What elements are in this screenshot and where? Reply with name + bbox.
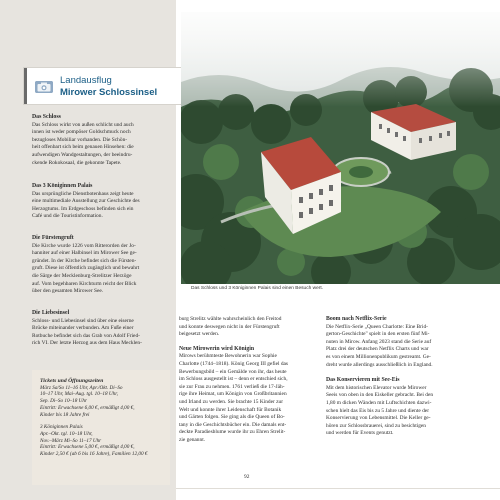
text-line: die Särge der Mecklenburg-Strelitzer Herzöge	[32, 272, 132, 279]
text-line: Brücke miteinander verbunden. Am Fuße einer	[32, 325, 134, 332]
text-line: tany in die Geschichtsbücher ein. Die damals ent-	[179, 421, 287, 428]
text-line: Die Kirche wurde 1226 vom Ritterorden der Jo-	[32, 242, 136, 249]
section-heading: Neue Mirowerin wird Königin	[179, 345, 255, 352]
tickets-info-box	[32, 370, 170, 485]
right-column	[326, 316, 466, 438]
text-line: Charlotte (1744–1818). König Georg III gefiel das	[179, 360, 289, 367]
text-line: dreht wurde allerdings ausschließlich in England.	[326, 361, 433, 368]
section-heading: Das Konservieren mit See-Eis	[326, 377, 400, 384]
text-line: Eintritt: Erwachsene 5,00 €, ermäßigt 4,00 €,	[40, 444, 135, 451]
text-line: gruft. Diese ist öffentlich zugänglich und bewahrt	[32, 265, 140, 272]
text-line: Eintritt: Erwachsene 6,00 €, ermäßigt 4,00 €,	[40, 404, 135, 411]
text-line: innen ist weder pompöser Goldschmuck noch	[32, 129, 131, 136]
text-line: es von einem Millionenpublikum gestreamt. Ge-	[326, 353, 431, 360]
text-line: zie genannt.	[179, 436, 206, 443]
section-palais	[32, 183, 172, 221]
text-line: bezugloses Mobiliar vorhanden. Die Schön-	[32, 136, 128, 143]
photo-caption: Das Schloss und 3 Königinnen Palais sind einen Besuch wert.	[191, 286, 323, 291]
text-line: burg Strelitz wählte wahrscheinlich den Freitod	[179, 316, 282, 322]
text-line: eine multimediale Ausstellung zur Geschichte des	[32, 198, 140, 205]
text-line: Herzogtums. Im Erdgeschoss befinden sich ein	[32, 205, 134, 212]
text-line: nuten in Mirow. Anfang 2023 stand die Serie auf	[326, 338, 432, 345]
text-line: 3 Königinnen Palais	[40, 424, 83, 431]
section-schloss	[32, 114, 172, 167]
middle-column	[179, 316, 319, 445]
text-line: Mit dem historischen Elevator wurde Mirower	[326, 384, 427, 391]
tickets-heading: Tickets und Öffnungszeiten	[40, 378, 104, 384]
text-line: ckende Rokokosaal, die gekonnte Tapete.	[32, 159, 122, 166]
text-line: rich VI. Der letzte Herzog aus dem Haus Mecklen-	[32, 340, 142, 347]
page-title: Mirower Schlossinsel	[60, 87, 158, 98]
camera-icon	[35, 81, 53, 93]
divider	[176, 488, 500, 489]
text-line: Nov.–März Mi–So 11–17 Uhr	[40, 437, 102, 444]
text-line: Das Schloss wirkt von außen schlicht und auch	[32, 121, 134, 128]
title-kicker: Landausflug	[60, 75, 112, 86]
text-line: beigesetzt werden.	[179, 331, 220, 338]
text-line: schen hielt das Eis bis zu 5 Jahre und diente der	[326, 407, 429, 414]
text-line: Bewerbungsbild – ein Gemälde von ihr, das heute	[179, 368, 287, 375]
text-line: 1,80 m dicken Wänden mit Luftschichten dazwi-	[326, 399, 432, 406]
text-line: Konservierung von Lebensmittel. Die Keller ge-	[326, 415, 431, 422]
section-heading: Das 3 Königinnen Palais	[32, 183, 93, 189]
text-line: und Gärten folgen. Sie ging als die Queen of Bo-	[179, 414, 285, 421]
text-line: sie zur Frau zu nehmen. 1761 verließ die 17-Jäh-	[179, 383, 285, 390]
text-line: und Irland zu werden. Sie brachte 15 Kinder zur	[179, 398, 284, 405]
section-heading: Die Fürstengruft	[32, 235, 74, 241]
text-line: und konnte deswegen nicht in der Fürstengruft	[179, 323, 280, 330]
text-line: März Sa/So 11–16 Uhr, Apr./Okt. Di–So	[40, 384, 123, 391]
text-line: auf. Vom begehbaren Kirchturm reicht der Blick	[32, 280, 137, 287]
text-line: Mirows berühmteste Bewohnerin war Sophie	[179, 353, 277, 360]
text-line: heit offenbart sich beim genauen Hinsehen: die	[32, 144, 134, 151]
text-line: gründet. In der Kirche befindet sich die Fürsten-	[32, 257, 137, 264]
section-heading: Boom nach Netflix-Serie	[326, 316, 387, 322]
section-heading: Das Schloss	[32, 114, 61, 120]
text-line: Platz drei der deutschen Netflix Charts und war	[326, 346, 429, 353]
text-line: hören zur Schlossbrauerei, sind zu besichtigen	[326, 422, 426, 429]
text-line: deckte Paradiesblume wurde ihr zu Ehren Strelit-	[179, 429, 286, 436]
text-line: Sep. Di–So 10–18 Uhr	[40, 398, 87, 405]
section-liebesinsel	[32, 310, 172, 348]
text-line: gerton-Geschichte" spielt in den ersten fünf Mi-	[326, 331, 430, 338]
section-heading: Die Liebesinsel	[32, 310, 70, 316]
text-line: Schloss- und Liebesinsel sind über eine eiserne	[32, 317, 134, 324]
text-line: hanniter auf einer Halbinsel im Mirower See ge-	[32, 250, 137, 257]
text-line: Kinder 2,50 € (ab 6 bis 16 Jahre), Familien 12,00 €	[40, 451, 148, 458]
text-line: und werden für Events genutzt.	[326, 430, 394, 437]
text-line: 10–17 Uhr, Mai–Aug. tgl. 10–18 Uhr,	[40, 391, 118, 398]
text-line: Café und die Touristinformation.	[32, 213, 103, 220]
text-line: im Schloss ausgestellt ist – denn er entschied sich,	[179, 376, 288, 383]
text-line: Apr.–Okt. tgl. 10–18 Uhr,	[40, 430, 93, 437]
text-line: Seeis von oben in den Eiskeller gebracht. Bei den	[326, 392, 434, 399]
text-line: Kinder bis 18 Jahre frei	[40, 411, 90, 418]
text-line: rige ihre Heimat, um Königin von Großbritannien	[179, 391, 287, 398]
text-line: Welt und konnte ihrer Leidenschaft für Botanik	[179, 406, 282, 413]
aerial-photo-schlossinsel	[181, 12, 500, 284]
text-line: über den gesamten Mirower See.	[32, 288, 104, 295]
text-line: Die Netflix-Serie „Queen Charlotte: Eine Brid-	[326, 323, 428, 330]
text-line: aufwendigen Wandgestaltungen, der beeindru-	[32, 151, 133, 158]
text-line: Rotbuche befindet sich das Grab von Adolf Fried-	[32, 332, 140, 339]
section-fuerstengruft	[32, 235, 172, 296]
page-number: 92	[244, 474, 250, 480]
text-line: Das ursprüngliche Dienstbotenhaus zeigt heute	[32, 190, 134, 197]
title-card	[24, 68, 182, 104]
